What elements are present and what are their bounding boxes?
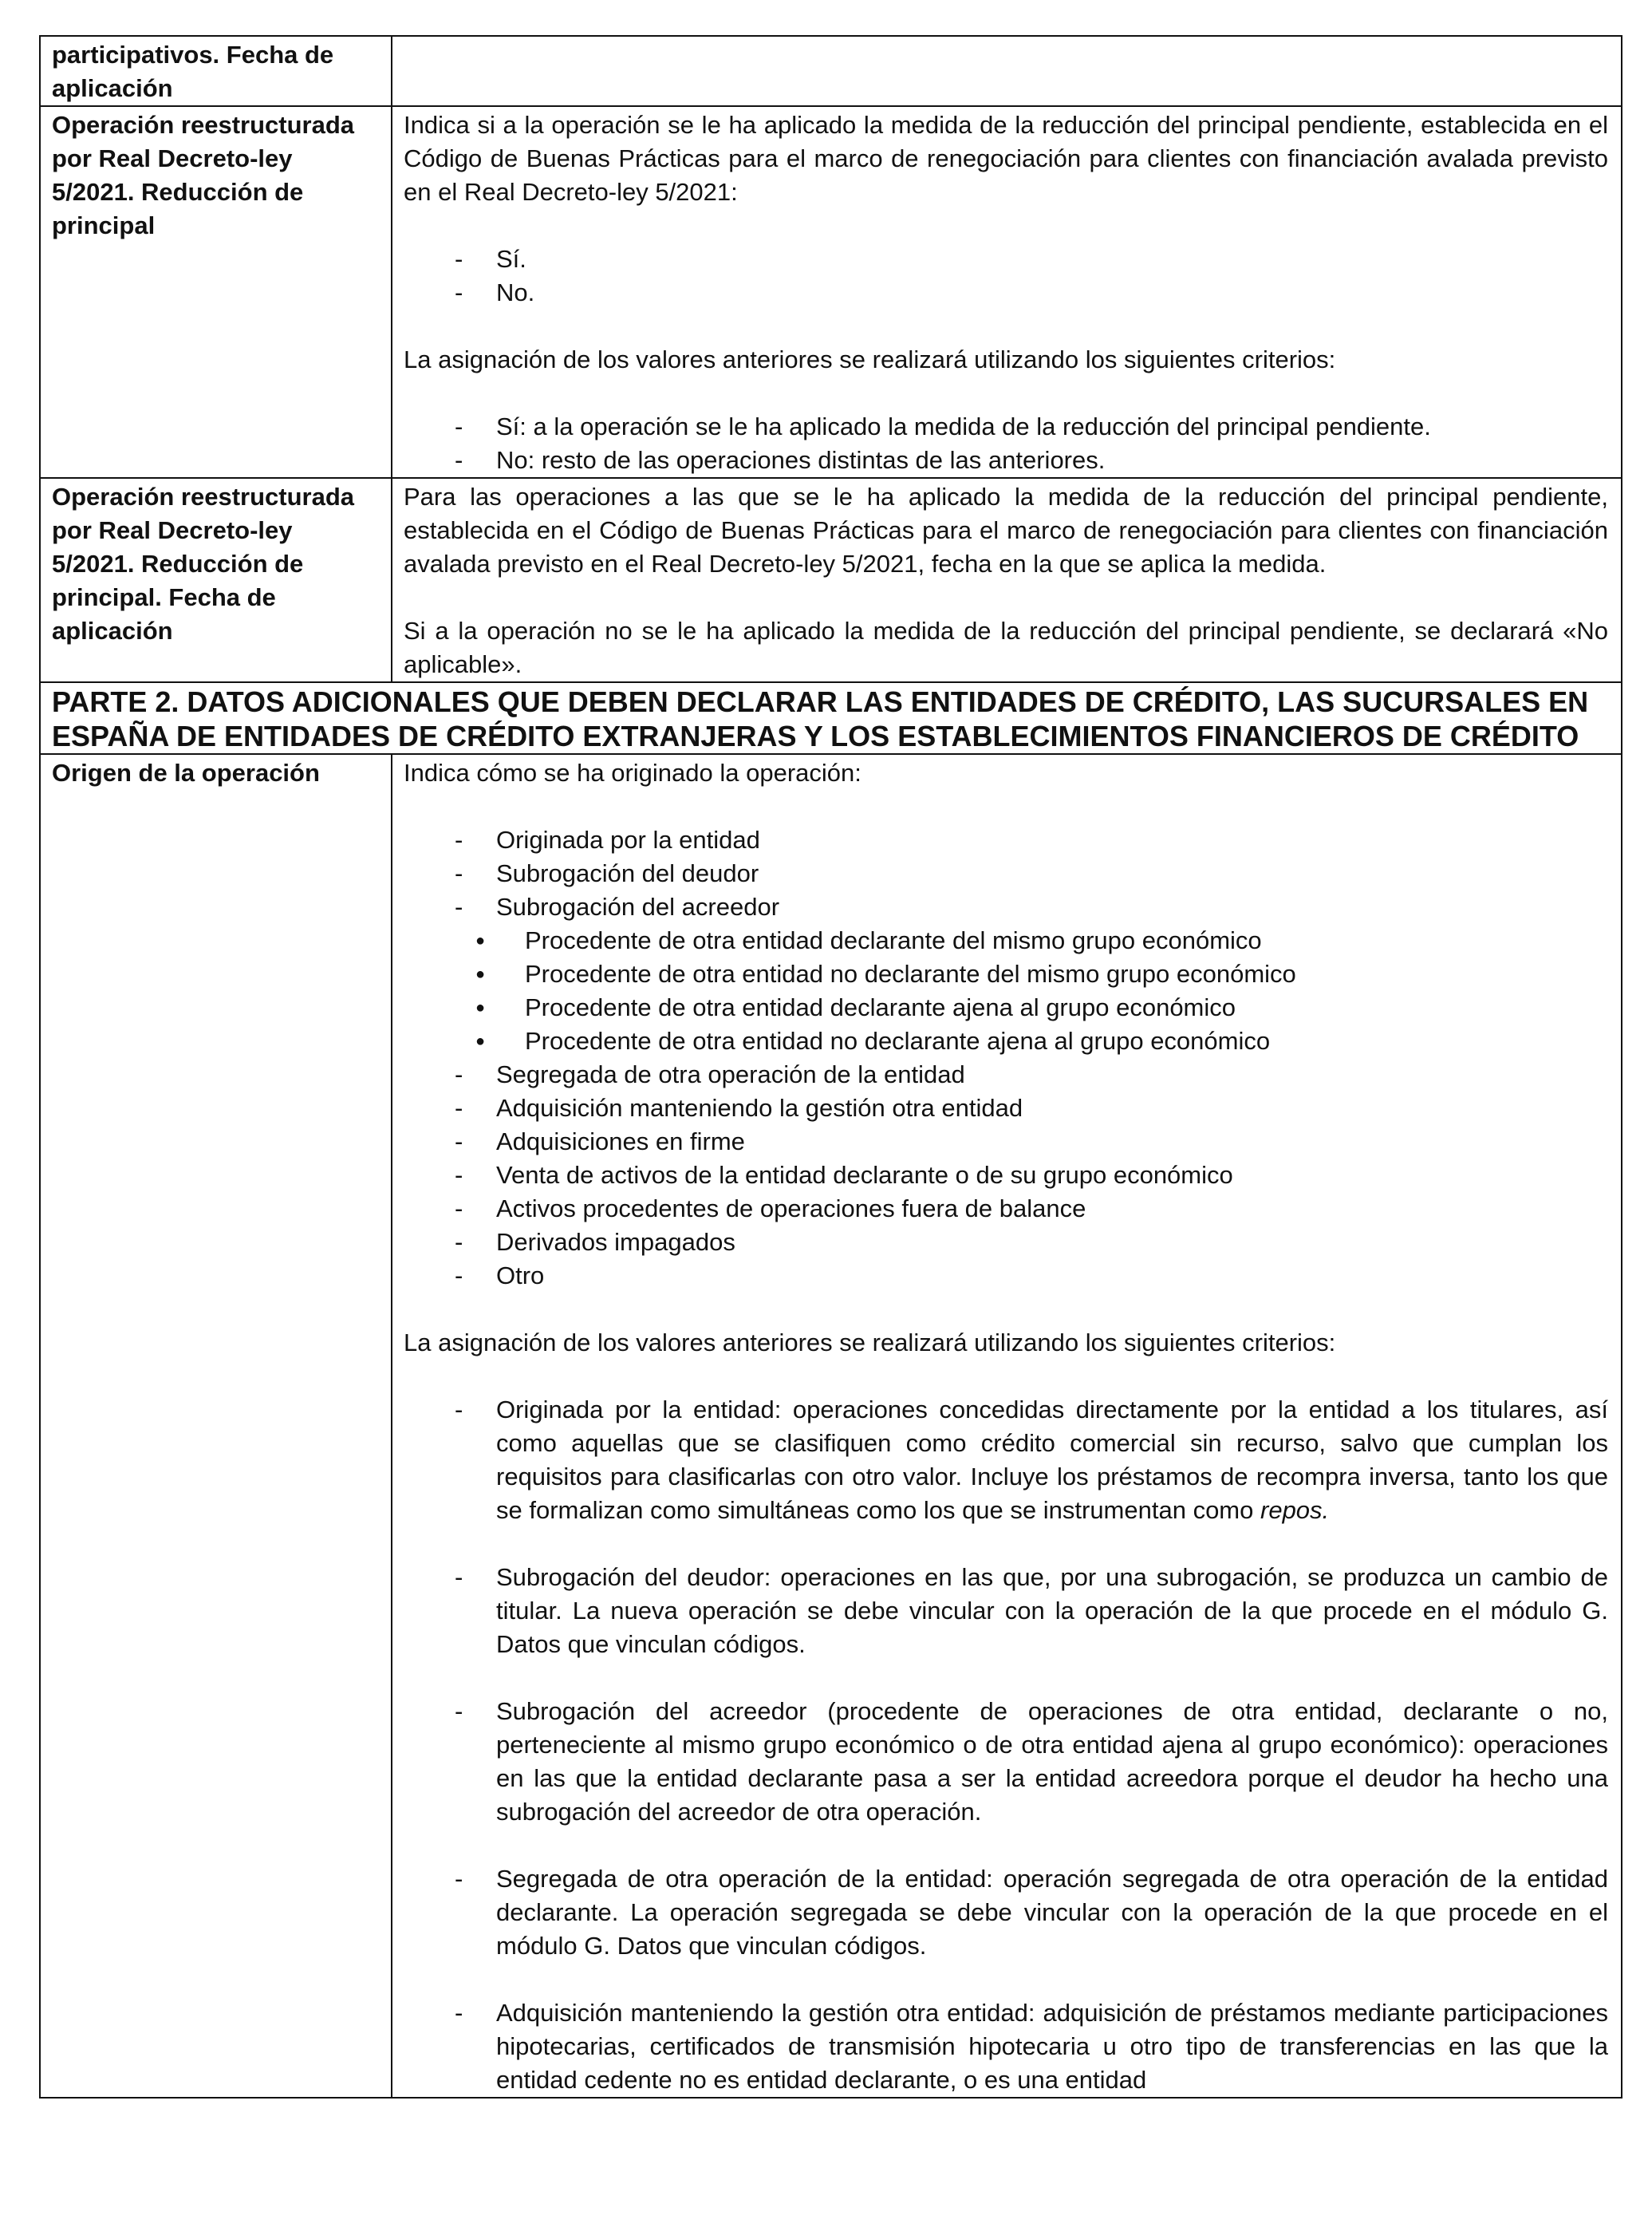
field-label: participativos. Fecha de aplicación — [40, 36, 392, 106]
criteria-intro: La asignación de los valores anteriores se realizará utilizando los siguientes criterios: — [404, 1329, 1336, 1356]
list-item: - Subrogación del deudor: operaciones en las que, por una subrogación, se produzca un cambio de titular. La nueva operación se debe vincular con la operación de la que procede en el módulo G. Datos que vinculan códigos. — [496, 1561, 1608, 1661]
sub-value-list — [404, 924, 1608, 1058]
list-item: - Adquisiciones en firme — [496, 1125, 1608, 1159]
field-description — [392, 754, 1622, 2098]
description-intro: Indica si a la operación se le ha aplicado la medida de la reducción del principal pendiente, establecida en el Código de Buenas Prácticas para el marco de renegociación para clientes con financiación avalada previsto en el Real Decreto-ley 5/2021: — [404, 111, 1608, 206]
list-item: ● Procedente de otra entidad no declarante del mismo grupo económico — [525, 957, 1608, 991]
section-heading: PARTE 2. DATOS ADICIONALES QUE DEBEN DECLARAR LAS ENTIDADES DE CRÉDITO, LAS SUCURSALES EN ESPAÑA DE ENTIDADES DE CRÉDITO EXTRANJERAS Y LOS ESTABLECIMIENTOS FINANCIEROS DE CRÉDITO — [40, 682, 1622, 754]
list-item: - Originada por la entidad — [496, 823, 1608, 857]
list-item: ● Procedente de otra entidad no declarante ajena al grupo económico — [525, 1025, 1608, 1058]
field-label: Operación reestructurada por Real Decreto-ley 5/2021. Reducción de principal — [40, 106, 392, 478]
list-item: - Subrogación del acreedor — [496, 890, 1608, 924]
list-item: - Adquisición manteniendo la gestión otra entidad: adquisición de préstamos mediante participaciones hipotecarias, certificados de transmisión hipotecaria u otro tipo de transferencias en las que la entidad cedente no es entidad declarante, o es una entidad — [496, 1996, 1608, 2097]
field-description — [392, 106, 1622, 478]
criteria-emphasis: repos. — [1260, 1496, 1330, 1524]
list-item: - Sí: a la operación se le ha aplicado la medida de la reducción del principal pendiente. — [496, 410, 1608, 444]
list-item: - Adquisición manteniendo la gestión otra entidad — [496, 1092, 1608, 1125]
description-paragraph: Para las operaciones a las que se le ha aplicado la medida de la reducción del principal pendiente, establecida en el Código de Buenas Prácticas para el marco de renegociación para clientes con financiación avalada previsto en el Real Decreto-ley 5/2021, fecha en la que se aplica la medida. — [404, 483, 1608, 578]
list-item: - Derivados impagados — [496, 1226, 1608, 1259]
list-item: - Segregada de otra operación de la entidad: operación segregada de otra operación de la entidad declarante. La operación segregada se debe vincular con la operación de la que procede en el módulo G. Datos que vinculan códigos. — [496, 1862, 1608, 1963]
description-paragraph: Si a la operación no se le ha aplicado la medida de la reducción del principal pendiente, se declarará «No aplicable». — [404, 617, 1608, 678]
table-row — [40, 478, 1622, 682]
table-row — [40, 682, 1622, 754]
value-list — [404, 823, 1608, 924]
list-item: - No: resto de las operaciones distintas de las anteriores. — [496, 444, 1608, 477]
list-item: - Segregada de otra operación de la entidad — [496, 1058, 1608, 1092]
list-item: ● Procedente de otra entidad declarante del mismo grupo económico — [525, 924, 1608, 957]
document-table — [39, 35, 1622, 2099]
field-label: Operación reestructurada por Real Decreto-ley 5/2021. Reducción de principal. Fecha de aplicación — [40, 478, 392, 682]
value-list — [404, 1058, 1608, 1293]
table-row — [40, 754, 1622, 2098]
field-label: Origen de la operación — [40, 754, 392, 2098]
criteria-list — [404, 410, 1608, 477]
field-description — [392, 478, 1622, 682]
list-item: - Subrogación del deudor — [496, 857, 1608, 890]
list-item: - No. — [496, 276, 1608, 310]
table-row — [40, 36, 1622, 106]
table-row — [40, 106, 1622, 478]
field-description — [392, 36, 1622, 106]
value-list — [404, 243, 1608, 310]
criteria-intro: La asignación de los valores anteriores se realizará utilizando los siguientes criterios: — [404, 345, 1336, 373]
list-item: ● Procedente de otra entidad declarante ajena al grupo económico — [525, 991, 1608, 1025]
criteria-text: Originada por la entidad: operaciones concedidas directamente por la entidad a los titulares, así como aquellas que se clasifiquen como crédito comercial sin recurso, salvo que cumplan los requisitos para clasificarlas con otro valor. Incluye los préstamos de recompra inversa, tanto los que se formalizan como simultáneas como los que se instrumentan como — [496, 1396, 1608, 1524]
list-item: - Subrogación del acreedor (procedente de operaciones de otra entidad, declarante o no, perteneciente al mismo grupo económico o de otra entidad ajena al grupo económico): operaciones en las que la entidad declarante pasa a ser la entidad acreedora porque el deudor ha hecho una subrogación del acreedor de otra operación. — [496, 1695, 1608, 1829]
list-item: - Activos procedentes de operaciones fuera de balance — [496, 1192, 1608, 1226]
list-item: - Sí. — [496, 243, 1608, 276]
description-intro: Indica cómo se ha originado la operación: — [404, 759, 861, 787]
list-item — [496, 1393, 1608, 1527]
list-item: - Otro — [496, 1259, 1608, 1293]
list-item: - Venta de activos de la entidad declarante o de su grupo económico — [496, 1159, 1608, 1192]
criteria-list — [404, 1393, 1608, 2097]
